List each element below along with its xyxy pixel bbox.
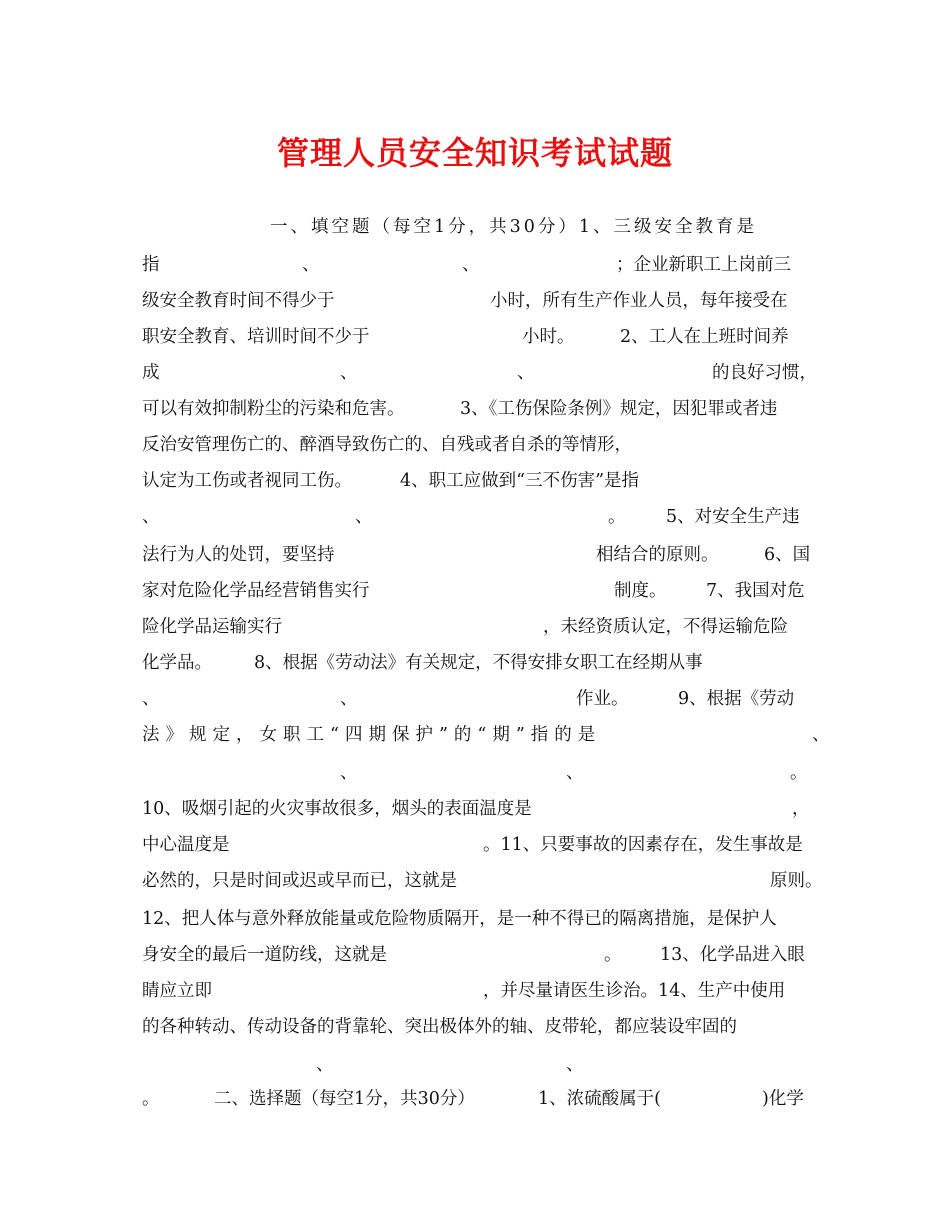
text-segment: 相结合的原则。 <box>596 545 719 565</box>
text-segment: 成 <box>142 363 160 383</box>
text-segment: ；企业新职工上岗前三 <box>616 255 791 275</box>
text-line <box>0 576 950 606</box>
text-segment: 、 <box>302 255 320 275</box>
text-segment: )化学 <box>762 1089 804 1109</box>
text-segment: 身安全的最后一道防线，这就是 <box>142 945 387 965</box>
text-segment: 。 <box>604 945 622 965</box>
text-line <box>0 286 950 316</box>
text-segment: 9、根据《劳动 <box>678 689 795 709</box>
text-segment: 睛应立即 <box>142 981 212 1001</box>
text-segment: 法行为人的处罚，要坚持 <box>142 545 335 565</box>
text-line <box>0 1050 950 1080</box>
text-line <box>0 358 950 388</box>
text-segment: 、 <box>316 1055 334 1075</box>
text-segment: 、 <box>812 725 836 745</box>
text-segment: 一、填空题（每空1分，共30分）1、三级安全教育是 <box>270 217 758 237</box>
text-segment: 、 <box>340 689 358 709</box>
text-line <box>0 540 950 570</box>
text-segment: 3、《工伤保险条例》规定，因犯罪或者违 <box>460 399 778 419</box>
text-segment: 8、根据《劳动法》有关规定，不得安排女职工在经期从事 <box>254 653 703 673</box>
text-segment: 可以有效抑制粉尘的污染和危害。 <box>142 399 405 419</box>
text-segment: 13、化学品进入眼 <box>660 945 805 965</box>
text-line <box>0 612 950 642</box>
text-line <box>0 648 950 678</box>
text-segment: 法》规定，女职工“四期保护”的“期”指的是 <box>142 725 602 745</box>
text-segment: 的各种转动、传动设备的背靠轮、突出极体外的轴、皮带轮，都应装设牢固的 <box>142 1017 737 1037</box>
text-segment: 险化学品运输实行 <box>142 617 282 637</box>
text-line <box>0 322 950 352</box>
text-segment: 5、对安全生产违 <box>666 507 800 527</box>
text-line <box>0 430 950 460</box>
text-line <box>0 250 950 280</box>
text-segment: 6、国 <box>764 545 811 565</box>
text-line <box>0 866 950 896</box>
text-segment: 作业。 <box>576 689 629 709</box>
text-segment: 7、我国对危 <box>706 581 805 601</box>
text-line <box>0 794 950 824</box>
text-segment: 2、工人在上班时间养 <box>620 327 789 347</box>
text-segment: 、 <box>142 689 160 709</box>
text-segment: 职安全教育、培训时间不少于 <box>142 327 370 347</box>
document-title: 管理人员安全知识考试试题 <box>276 134 673 172</box>
text-segment: 4、职工应做到“三不伤害”是指 <box>400 471 640 491</box>
text-segment: ，未经资质认定，不得运输危险 <box>543 617 788 637</box>
text-line <box>0 976 950 1006</box>
text-segment: ，并尽量请医生诊治。14、生产中使用 <box>483 981 786 1001</box>
text-segment: 原则。 <box>770 871 823 891</box>
text-segment: 。 <box>790 763 808 783</box>
text-line <box>0 1012 950 1042</box>
text-line <box>0 502 950 532</box>
text-segment: 的良好习惯， <box>712 363 817 383</box>
text-segment: 、 <box>462 255 480 275</box>
text-segment: 、 <box>517 363 535 383</box>
text-line <box>0 466 950 496</box>
text-segment: 12、把人体与意外释放能量或危险物质隔开，是一种不得已的隔离措施，是保护人 <box>142 909 777 929</box>
text-segment: 制度。 <box>614 581 667 601</box>
text-segment: 。 <box>608 507 626 527</box>
text-segment: 、 <box>566 1055 584 1075</box>
text-line <box>0 1084 950 1114</box>
text-segment: 二、选择题（每空1分，共30分） <box>214 1089 475 1109</box>
text-line <box>0 720 950 750</box>
text-segment: 、 <box>340 763 358 783</box>
text-line <box>0 940 950 970</box>
text-segment: 、 <box>355 507 373 527</box>
text-segment: 、 <box>566 763 584 783</box>
text-segment: 10、吸烟引起的火灾事故很多，烟头的表面温度是 <box>142 799 532 819</box>
text-segment: 小时，所有生产作业人员，每年接受在 <box>490 291 788 311</box>
text-line <box>0 830 950 860</box>
text-segment: 化学品。 <box>142 653 212 673</box>
text-segment: 中心温度是 <box>142 835 230 855</box>
text-line <box>0 758 950 788</box>
text-segment: 指 <box>142 255 160 275</box>
text-line <box>0 212 950 242</box>
text-segment: 家对危险化学品经营销售实行 <box>142 581 370 601</box>
text-segment: 1、浓硫酸属于( <box>538 1089 661 1109</box>
text-segment: 级安全教育时间不得少于 <box>142 291 335 311</box>
text-line <box>0 394 950 424</box>
text-segment: 反治安管理伤亡的、醉酒导致伤亡的、自残或者自杀的等情形， <box>142 435 632 455</box>
text-segment: 小时。 <box>522 327 575 347</box>
text-segment: 。11、只要事故的因素存在，发生事故是 <box>483 835 803 855</box>
text-line <box>0 904 950 934</box>
text-segment: 。 <box>142 1089 160 1109</box>
text-line <box>0 684 950 714</box>
text-segment: 认定为工伤或者视同工伤。 <box>142 471 352 491</box>
text-segment: 、 <box>142 507 160 527</box>
text-segment: ， <box>792 799 810 819</box>
text-segment: 必然的，只是时间或迟或早而已，这就是 <box>142 871 457 891</box>
text-segment: 、 <box>340 363 358 383</box>
